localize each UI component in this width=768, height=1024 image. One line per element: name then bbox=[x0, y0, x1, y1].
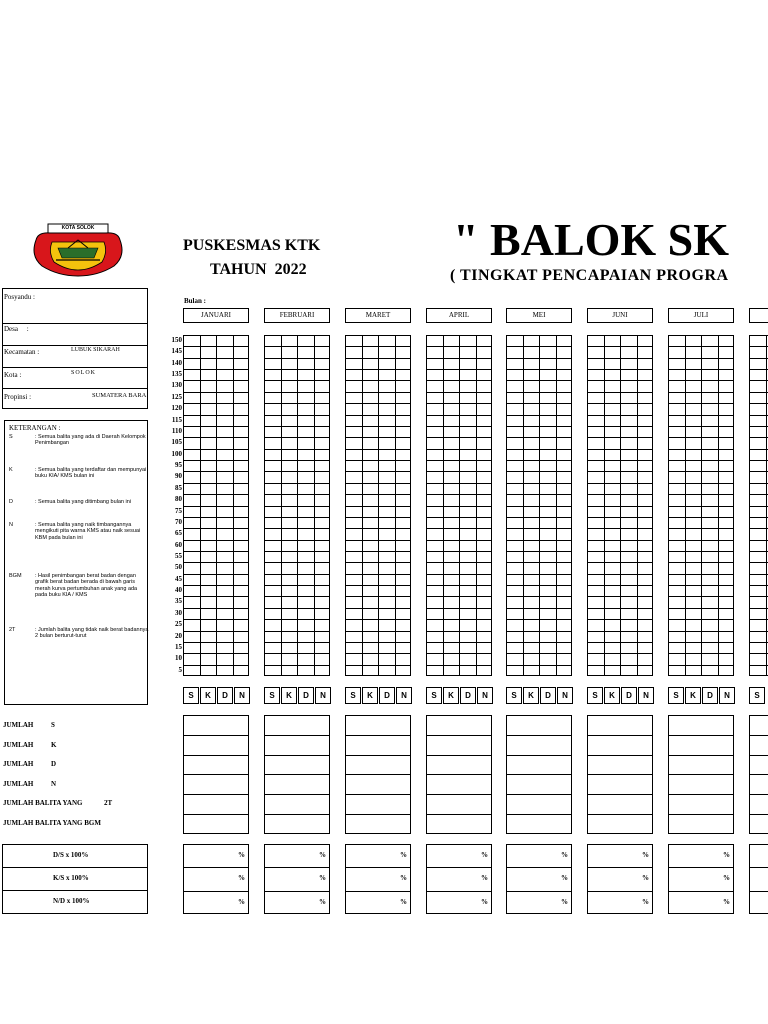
percent-sign: % bbox=[319, 874, 326, 883]
jumlah-d-label: JUMLAH D bbox=[3, 760, 57, 768]
grid-col-line bbox=[314, 336, 315, 675]
month-header: JANUARI bbox=[183, 308, 249, 323]
jumlah-column bbox=[587, 715, 653, 834]
jumlah-row-line bbox=[346, 814, 410, 815]
jumlah-row-line bbox=[265, 814, 329, 815]
scale-label: 30 bbox=[175, 608, 182, 617]
jumlah-column bbox=[183, 715, 249, 834]
grid-col-line bbox=[701, 336, 702, 675]
scale-label: 140 bbox=[171, 358, 182, 367]
ratio-label-nd: N/D x 100% bbox=[53, 897, 90, 905]
jumlah-row-line bbox=[346, 735, 410, 736]
percent-sign: % bbox=[481, 874, 488, 883]
jumlah-column bbox=[264, 715, 330, 834]
grid-column bbox=[345, 335, 411, 676]
skdn-cell: S bbox=[426, 687, 442, 704]
skdn-cell: S bbox=[264, 687, 280, 704]
month-header: JUNI bbox=[587, 308, 653, 323]
skdn-cell: N bbox=[638, 687, 654, 704]
grid-col-line bbox=[476, 336, 477, 675]
ratio-row-line bbox=[184, 891, 248, 892]
page-title: " BALOK SK bbox=[453, 214, 730, 265]
grid-column bbox=[264, 335, 330, 676]
percent-sign: % bbox=[642, 851, 649, 859]
grid-col-line bbox=[539, 336, 540, 675]
grid-column bbox=[506, 335, 572, 676]
scale-label: 105 bbox=[171, 438, 182, 447]
scale-label: 85 bbox=[175, 483, 182, 492]
grid-col-line bbox=[766, 336, 767, 675]
scale-label: 60 bbox=[175, 540, 182, 549]
kota-label: Kota : bbox=[4, 371, 22, 379]
skdn-cell: K bbox=[362, 687, 378, 704]
scale-label: 110 bbox=[171, 426, 182, 435]
jumlah-row-line bbox=[588, 814, 652, 815]
jumlah-row-line bbox=[507, 774, 571, 775]
skdn-cell: S bbox=[668, 687, 684, 704]
ratio-row-line bbox=[346, 867, 410, 868]
kecamatan-value: LUBUK SIKARAH bbox=[71, 347, 120, 353]
grid-column bbox=[668, 335, 734, 676]
desa-label: Desa : bbox=[4, 325, 29, 333]
page-subtitle: ( TINGKAT PENCAPAIAN PROGRA bbox=[450, 267, 729, 284]
grid-col-line bbox=[297, 336, 298, 675]
skdn-cell: N bbox=[477, 687, 493, 704]
grid-col-line bbox=[281, 336, 282, 675]
grid-col-line bbox=[378, 336, 379, 675]
scale-label: 10 bbox=[175, 654, 182, 663]
scale-label: 70 bbox=[175, 517, 182, 526]
skdn-cell: D bbox=[460, 687, 476, 704]
jumlah-row-line bbox=[588, 774, 652, 775]
month-header: APRIL bbox=[426, 308, 492, 323]
skdn-cell: N bbox=[234, 687, 250, 704]
grid-col-line bbox=[216, 336, 217, 675]
ratio-column bbox=[264, 844, 330, 914]
skdn-cell: K bbox=[685, 687, 701, 704]
jumlah-row-line bbox=[184, 794, 248, 795]
propinsi-label: Propinsi : bbox=[4, 393, 32, 401]
skdn-cell: N bbox=[315, 687, 331, 704]
jumlah-row-line bbox=[184, 814, 248, 815]
ratio-row-line bbox=[750, 891, 768, 892]
jumlah-row-line bbox=[669, 814, 733, 815]
scale-label: 90 bbox=[175, 472, 182, 481]
ratio-column bbox=[345, 844, 411, 914]
logo-text: KOTA SOLOK bbox=[61, 225, 95, 231]
percent-sign: % bbox=[723, 874, 730, 883]
grid-col-line bbox=[604, 336, 605, 675]
ratio-row-line bbox=[588, 891, 652, 892]
scale-label: 95 bbox=[175, 461, 182, 470]
ratio-column bbox=[506, 844, 572, 914]
skdn-cell: N bbox=[557, 687, 573, 704]
jumlah-n-label: JUMLAH N bbox=[3, 780, 57, 788]
grid-col-line bbox=[637, 336, 638, 675]
jumlah-row-line bbox=[507, 735, 571, 736]
jumlah-row-line bbox=[265, 755, 329, 756]
percent-sign: % bbox=[319, 897, 326, 906]
ratio-row-line bbox=[265, 891, 329, 892]
ratio-label-ks: K/S x 100% bbox=[53, 874, 89, 882]
grid-col-line bbox=[459, 336, 460, 675]
scale-label: 75 bbox=[175, 506, 182, 515]
jumlah-row-line bbox=[346, 755, 410, 756]
jumlah-row-line bbox=[507, 794, 571, 795]
grid-column bbox=[426, 335, 492, 676]
percent-sign: % bbox=[723, 897, 730, 906]
year-title: TAHUN 2022 bbox=[210, 261, 307, 278]
skdn-cell: K bbox=[443, 687, 459, 704]
ratio-row-line bbox=[588, 867, 652, 868]
skdn-cell: S bbox=[749, 687, 765, 704]
skdn-cell: K bbox=[604, 687, 620, 704]
ratio-row-line bbox=[265, 867, 329, 868]
grid-column bbox=[183, 335, 249, 676]
jumlah-column bbox=[506, 715, 572, 834]
skdn-cell: D bbox=[298, 687, 314, 704]
skdn-cell: K bbox=[523, 687, 539, 704]
ratio-column bbox=[426, 844, 492, 914]
skdn-cell: D bbox=[621, 687, 637, 704]
keterangan-box bbox=[4, 420, 148, 705]
ratio-row-line bbox=[427, 891, 491, 892]
percent-sign: % bbox=[238, 874, 245, 883]
jumlah-row-line bbox=[750, 774, 768, 775]
scale-label: 100 bbox=[171, 449, 182, 458]
jumlah-row-line bbox=[265, 794, 329, 795]
month-header: FEBRUARI bbox=[264, 308, 330, 323]
percent-sign: % bbox=[400, 851, 407, 859]
jumlah-row-line bbox=[588, 755, 652, 756]
ratio-row-line bbox=[427, 867, 491, 868]
grid-column bbox=[587, 335, 653, 676]
percent-sign: % bbox=[238, 851, 245, 859]
ratio-row-line bbox=[507, 867, 571, 868]
jumlah-s-label: JUMLAH S bbox=[3, 721, 55, 729]
jumlah-row-line bbox=[669, 735, 733, 736]
scale-label: 50 bbox=[175, 563, 182, 572]
scale-label: 80 bbox=[175, 495, 182, 504]
jumlah-row-line bbox=[346, 774, 410, 775]
ratio-column bbox=[587, 844, 653, 914]
percent-sign: % bbox=[723, 851, 730, 859]
logo bbox=[28, 222, 128, 278]
skdn-cell: K bbox=[281, 687, 297, 704]
jumlah-row-line bbox=[588, 794, 652, 795]
skdn-cell: S bbox=[587, 687, 603, 704]
ratio-row-line bbox=[507, 891, 571, 892]
skdn-cell: N bbox=[396, 687, 412, 704]
skdn-cell: D bbox=[379, 687, 395, 704]
scale-label: 35 bbox=[175, 597, 182, 606]
month-header: JULI bbox=[668, 308, 734, 323]
kecamatan-label: Kecamatan : bbox=[4, 348, 40, 356]
jumlah-row-line bbox=[750, 755, 768, 756]
jumlah-row-line bbox=[750, 794, 768, 795]
jumlah-row-line bbox=[588, 735, 652, 736]
jumlah-row-line bbox=[427, 794, 491, 795]
scale-label: 40 bbox=[175, 586, 182, 595]
propinsi-value: SUMATERA BARA bbox=[92, 392, 147, 399]
skdn-cell: D bbox=[217, 687, 233, 704]
scale-label: 135 bbox=[171, 370, 182, 379]
scale-label: 15 bbox=[175, 642, 182, 651]
percent-sign: % bbox=[400, 874, 407, 883]
scale-label: 145 bbox=[171, 347, 182, 356]
ratio-label-ds: D/S x 100% bbox=[53, 851, 89, 859]
grid-col-line bbox=[200, 336, 201, 675]
percent-sign: % bbox=[400, 897, 407, 906]
percent-sign: % bbox=[561, 874, 568, 883]
skdn-cell: S bbox=[183, 687, 199, 704]
jumlah-column bbox=[426, 715, 492, 834]
ratio-column bbox=[749, 844, 768, 914]
month-header: MEI bbox=[506, 308, 572, 323]
percent-sign: % bbox=[481, 851, 488, 859]
jumlah-row-line bbox=[669, 774, 733, 775]
grid-col-line bbox=[685, 336, 686, 675]
scale-label: 130 bbox=[171, 381, 182, 390]
puskesmas-title: PUSKESMAS KTK bbox=[183, 237, 321, 254]
bulan-label: Bulan : bbox=[184, 297, 206, 305]
ratio-row-line bbox=[184, 867, 248, 868]
jumlah-row-line bbox=[427, 755, 491, 756]
jumlah-row-line bbox=[184, 735, 248, 736]
grid-col-line bbox=[556, 336, 557, 675]
scale-label: 115 bbox=[171, 415, 182, 424]
ratio-row-line bbox=[669, 891, 733, 892]
skdn-cell: D bbox=[540, 687, 556, 704]
percent-sign: % bbox=[319, 851, 326, 859]
scale-label: 25 bbox=[175, 620, 182, 629]
kota-value: SOLOK bbox=[71, 370, 97, 376]
jumlah-row-line bbox=[427, 814, 491, 815]
ratio-row-line bbox=[346, 891, 410, 892]
scale-label: 120 bbox=[171, 404, 182, 413]
jumlah-row-line bbox=[427, 735, 491, 736]
keterangan-title: KETERANGAN : bbox=[9, 424, 61, 432]
skdn-cell: S bbox=[345, 687, 361, 704]
scale-label: 125 bbox=[171, 392, 182, 401]
jumlah-2t-label: JUMLAH BALITA YANG 2T bbox=[3, 799, 113, 807]
percent-sign: % bbox=[481, 897, 488, 906]
percent-sign: % bbox=[238, 897, 245, 906]
grid-col-line bbox=[395, 336, 396, 675]
percent-sign: % bbox=[561, 897, 568, 906]
jumlah-bgm-label: JUMLAH BALITA YANG BGM bbox=[3, 819, 101, 827]
skdn-cell: N bbox=[719, 687, 735, 704]
jumlah-row-line bbox=[507, 814, 571, 815]
scale-label: 5 bbox=[178, 665, 182, 674]
jumlah-column bbox=[749, 715, 768, 834]
jumlah-row-line bbox=[346, 794, 410, 795]
jumlah-row-line bbox=[507, 755, 571, 756]
percent-sign: % bbox=[561, 851, 568, 859]
jumlah-row-line bbox=[750, 735, 768, 736]
jumlah-row-line bbox=[750, 814, 768, 815]
jumlah-row-line bbox=[669, 755, 733, 756]
grid-col-line bbox=[620, 336, 621, 675]
jumlah-row-line bbox=[427, 774, 491, 775]
ratio-column bbox=[668, 844, 734, 914]
grid-column bbox=[749, 335, 768, 676]
posyandu-label: Posyandu : bbox=[4, 293, 35, 301]
ratio-column bbox=[183, 844, 249, 914]
scale-label: 20 bbox=[175, 631, 182, 640]
jumlah-row-line bbox=[184, 774, 248, 775]
jumlah-row-line bbox=[669, 794, 733, 795]
scale-label: 45 bbox=[175, 574, 182, 583]
jumlah-row-line bbox=[265, 735, 329, 736]
grid-col-line bbox=[233, 336, 234, 675]
skdn-cell: K bbox=[200, 687, 216, 704]
grid-col-line bbox=[718, 336, 719, 675]
grid-col-line bbox=[362, 336, 363, 675]
ratio-row-line bbox=[750, 867, 768, 868]
jumlah-column bbox=[668, 715, 734, 834]
skdn-cell: S bbox=[506, 687, 522, 704]
ratio-row-line bbox=[669, 867, 733, 868]
month-header-cutoff bbox=[749, 308, 768, 323]
percent-sign: % bbox=[642, 874, 649, 883]
jumlah-k-label: JUMLAH K bbox=[3, 741, 57, 749]
scale-label: 65 bbox=[175, 529, 182, 538]
jumlah-row-line bbox=[265, 774, 329, 775]
scale-label: 55 bbox=[175, 551, 182, 560]
month-header: MARET bbox=[345, 308, 411, 323]
jumlah-column bbox=[345, 715, 411, 834]
scale-label: 150 bbox=[171, 336, 182, 344]
grid-col-line bbox=[523, 336, 524, 675]
jumlah-row-line bbox=[184, 755, 248, 756]
percent-sign: % bbox=[642, 897, 649, 906]
grid-col-line bbox=[443, 336, 444, 675]
skdn-cell: D bbox=[702, 687, 718, 704]
